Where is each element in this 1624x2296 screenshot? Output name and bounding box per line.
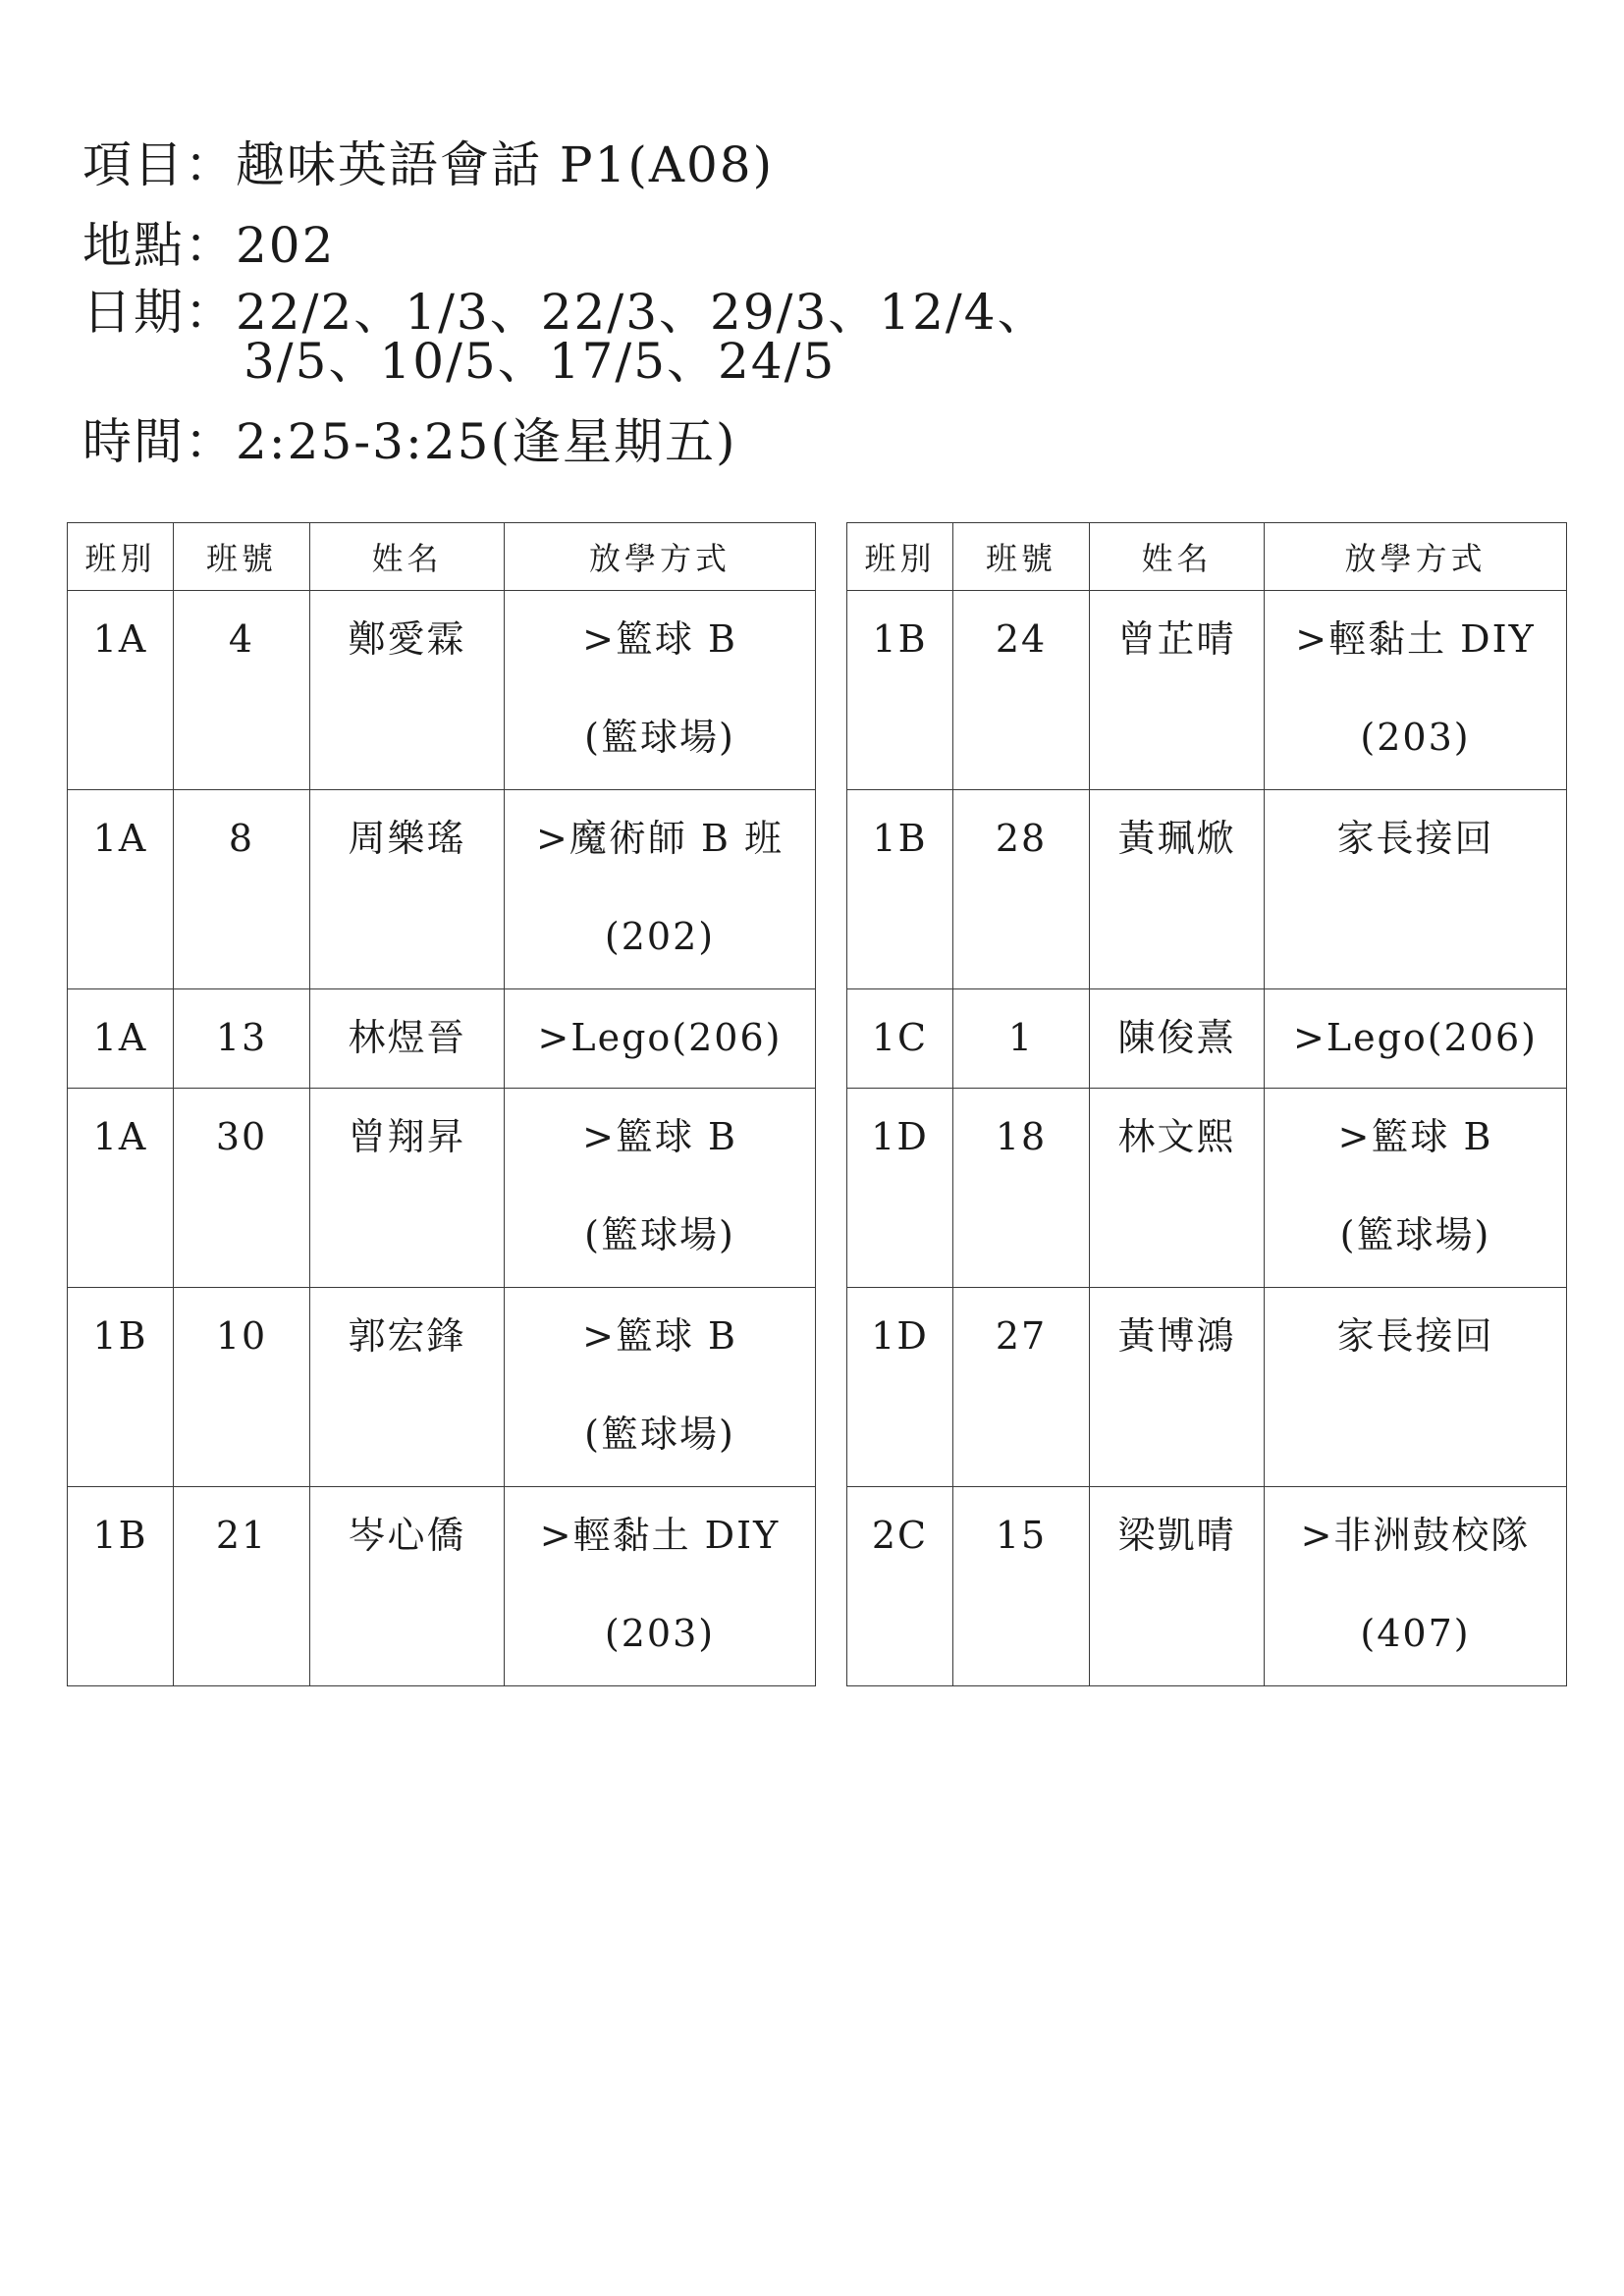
- cell-name: 鄭愛霖: [310, 591, 505, 790]
- dismissal-line1: >籃球 B: [582, 1115, 737, 1158]
- roster-table-right: [846, 522, 1567, 1686]
- table-row: [847, 591, 1567, 790]
- time-separator: ：: [185, 413, 236, 470]
- col-header-number: 班號: [174, 523, 310, 591]
- dates-line: [82, 285, 1049, 340]
- col-header-class: 班別: [847, 523, 953, 591]
- dates-value-line2: 3/5、10/5、17/5、24/5: [244, 333, 837, 390]
- table-header-row: [847, 523, 1567, 591]
- cell-name: 郭宏鋒: [310, 1288, 505, 1487]
- dates-value-line1: 22/2、1/3、22/3、29/3、12/4、: [236, 284, 1049, 341]
- project-line: [82, 137, 774, 192]
- table-row: [68, 1089, 816, 1288]
- table-row: [847, 1089, 1567, 1288]
- cell-name: 岑心僑: [310, 1487, 505, 1686]
- cell-class: 1C: [847, 989, 953, 1089]
- cell-number: 24: [953, 591, 1090, 790]
- cell-number: 1: [953, 989, 1090, 1089]
- cell-dismissal: [505, 790, 816, 989]
- cell-name: 曾翔昇: [310, 1089, 505, 1288]
- dismissal-line1: >籃球 B: [582, 1314, 737, 1358]
- table-row: [847, 790, 1567, 989]
- cell-number: 8: [174, 790, 310, 989]
- cell-number: 15: [953, 1487, 1090, 1686]
- table-row: [68, 1487, 816, 1686]
- table-header-row: [68, 523, 816, 591]
- cell-number: 4: [174, 591, 310, 790]
- cell-name: 周樂瑤: [310, 790, 505, 989]
- cell-class: 2C: [847, 1487, 953, 1686]
- time-line: [82, 414, 736, 469]
- location-value: 202: [236, 217, 336, 274]
- col-header-dismissal: 放學方式: [505, 523, 816, 591]
- cell-class: 1A: [68, 989, 174, 1089]
- cell-name: 林文熙: [1090, 1089, 1265, 1288]
- dismissal-line2: (203): [1360, 716, 1471, 759]
- location-line: [82, 218, 335, 273]
- col-header-dismissal: 放學方式: [1265, 523, 1567, 591]
- cell-class: 1B: [68, 1487, 174, 1686]
- dismissal-line1: >Lego(206): [1293, 1016, 1538, 1059]
- dismissal-line2: (籃球場): [584, 716, 735, 759]
- dismissal-line1: >魔術師 B 班: [536, 817, 784, 860]
- cell-class: 1D: [847, 1288, 953, 1487]
- project-label: 項目: [82, 136, 185, 193]
- cell-class: 1B: [68, 1288, 174, 1487]
- table-row: [847, 989, 1567, 1089]
- dismissal-line2: (202): [604, 915, 716, 958]
- cell-dismissal: [1265, 1288, 1567, 1487]
- cell-number: 28: [953, 790, 1090, 989]
- dismissal-line1: 家長接回: [1336, 1314, 1494, 1358]
- cell-name: 黃珮焮: [1090, 790, 1265, 989]
- cell-number: 30: [174, 1089, 310, 1288]
- dismissal-line1: >Lego(206): [537, 1016, 783, 1059]
- dates-label: 日期: [82, 284, 185, 341]
- table-row: [68, 591, 816, 790]
- cell-name: 梁凱晴: [1090, 1487, 1265, 1686]
- cell-dismissal: [505, 1288, 816, 1487]
- dismissal-line2: (407): [1360, 1612, 1471, 1655]
- dismissal-line1: >非洲鼓校隊: [1300, 1514, 1531, 1557]
- cell-dismissal: [505, 1089, 816, 1288]
- dismissal-line1: >籃球 B: [582, 617, 737, 661]
- dismissal-line2: (籃球場): [1339, 1213, 1491, 1256]
- cell-number: 18: [953, 1089, 1090, 1288]
- dismissal-line1: >輕黏土 DIY: [1295, 617, 1536, 661]
- dismissal-line2: (籃球場): [584, 1213, 735, 1256]
- cell-name: 陳俊熹: [1090, 989, 1265, 1089]
- roster-table-left: [67, 522, 816, 1686]
- cell-dismissal: [1265, 1089, 1567, 1288]
- table-row: [847, 1487, 1567, 1686]
- cell-dismissal: [505, 1487, 816, 1686]
- cell-dismissal: [1265, 989, 1567, 1089]
- cell-dismissal: [505, 591, 816, 790]
- cell-class: 1A: [68, 1089, 174, 1288]
- dates-separator: ：: [185, 284, 236, 341]
- cell-class: 1A: [68, 790, 174, 989]
- col-header-name: 姓名: [1090, 523, 1265, 591]
- table-row: [68, 989, 816, 1089]
- table-row: [68, 790, 816, 989]
- cell-dismissal: [1265, 1487, 1567, 1686]
- cell-dismissal: [1265, 591, 1567, 790]
- cell-number: 27: [953, 1288, 1090, 1487]
- project-separator: ：: [185, 136, 236, 193]
- cell-class: 1B: [847, 790, 953, 989]
- dismissal-line1: 家長接回: [1336, 817, 1494, 860]
- table-row: [68, 1288, 816, 1487]
- table-row: [847, 1288, 1567, 1487]
- location-label: 地點: [82, 217, 185, 274]
- time-value: 2:25-3:25(逢星期五): [236, 413, 737, 470]
- col-header-name: 姓名: [310, 523, 505, 591]
- cell-dismissal: [1265, 790, 1567, 989]
- cell-class: 1A: [68, 591, 174, 790]
- cell-name: 黃博鴻: [1090, 1288, 1265, 1487]
- dismissal-line2: (籃球場): [584, 1413, 735, 1456]
- cell-name: 林煜晉: [310, 989, 505, 1089]
- dismissal-line1: >籃球 B: [1337, 1115, 1493, 1158]
- cell-class: 1D: [847, 1089, 953, 1288]
- col-header-class: 班別: [68, 523, 174, 591]
- cell-class: 1B: [847, 591, 953, 790]
- cell-number: 21: [174, 1487, 310, 1686]
- location-separator: ：: [185, 217, 236, 274]
- cell-number: 10: [174, 1288, 310, 1487]
- time-label: 時間: [82, 413, 185, 470]
- project-value: 趣味英語會話 P1(A08): [236, 136, 775, 193]
- cell-number: 13: [174, 989, 310, 1089]
- dismissal-line1: >輕黏土 DIY: [539, 1514, 781, 1557]
- dismissal-line2: (203): [604, 1612, 716, 1655]
- col-header-number: 班號: [953, 523, 1090, 591]
- cell-name: 曾芷晴: [1090, 591, 1265, 790]
- cell-dismissal: [505, 989, 816, 1089]
